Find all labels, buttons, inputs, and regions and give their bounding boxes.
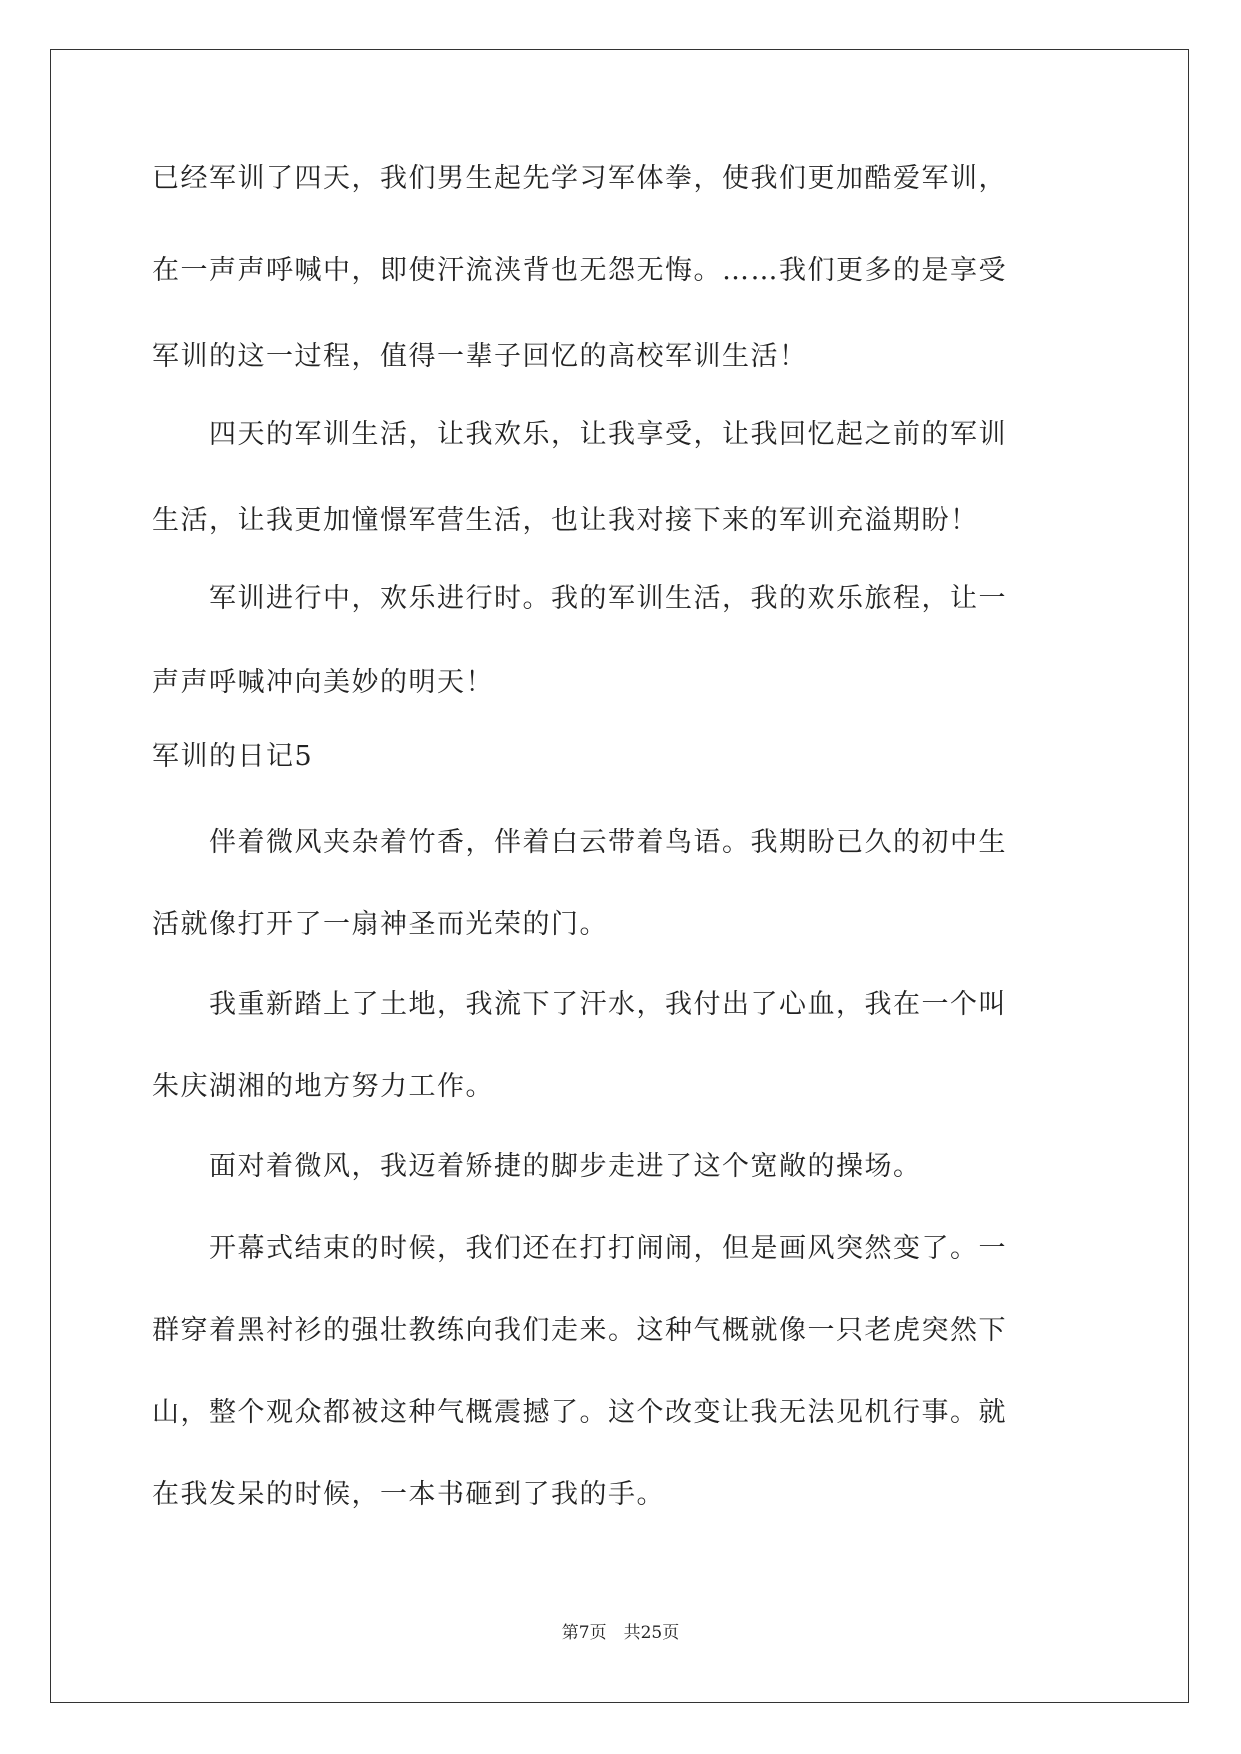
paragraph-line-15: 群穿着黑衬衫的强壮教练向我们走来。这种气概就像一只老虎突然下: [152, 1315, 1007, 1346]
paragraph-line-13: 面对着微风，我迈着矫捷的脚步走进了这个宽敞的操场。: [152, 1151, 922, 1182]
page-frame: [50, 49, 1189, 1703]
paragraph-line-14: 开幕式结束的时候，我们还在打打闹闹，但是画风突然变了。一: [152, 1233, 1007, 1264]
paragraph-line-1: 已经军训了四天，我们男生起先学习军体拳，使我们更加酷爱军训，: [152, 163, 1007, 194]
paragraph-line-5: 生活，让我更加憧憬军营生活，也让我对接下来的军训充溢期盼！: [152, 505, 979, 536]
paragraph-line-11: 我重新踏上了土地，我流下了汗水，我付出了心血，我在一个叫: [152, 989, 1007, 1020]
paragraph-line-16: 山，整个观众都被这种气概震撼了。这个改变让我无法见机行事。就: [152, 1397, 1007, 1428]
paragraph-line-9: 伴着微风夹杂着竹香，伴着白云带着鸟语。我期盼已久的初中生: [152, 827, 1007, 858]
page-number-footer: 第7页 共25页: [561, 1623, 680, 1643]
paragraph-line-6: 军训进行中，欢乐进行时。我的军训生活，我的欢乐旅程，让一: [152, 583, 1007, 614]
section-heading: 军训的日记5: [152, 741, 314, 772]
paragraph-line-4: 四天的军训生活，让我欢乐，让我享受，让我回忆起之前的军训: [152, 419, 1007, 450]
paragraph-line-7: 声声呼喊冲向美妙的明天！: [152, 667, 494, 698]
paragraph-line-17: 在我发呆的时候，一本书砸到了我的手。: [152, 1479, 665, 1510]
paragraph-line-10: 活就像打开了一扇神圣而光荣的门。: [152, 909, 608, 940]
paragraph-line-3: 军训的这一过程，值得一辈子回忆的高校军训生活！: [152, 341, 808, 372]
paragraph-line-2: 在一声声呼喊中，即使汗流浃背也无怨无悔。……我们更多的是享受: [152, 255, 1007, 286]
paragraph-line-12: 朱庆湖湘的地方努力工作。: [152, 1071, 494, 1102]
